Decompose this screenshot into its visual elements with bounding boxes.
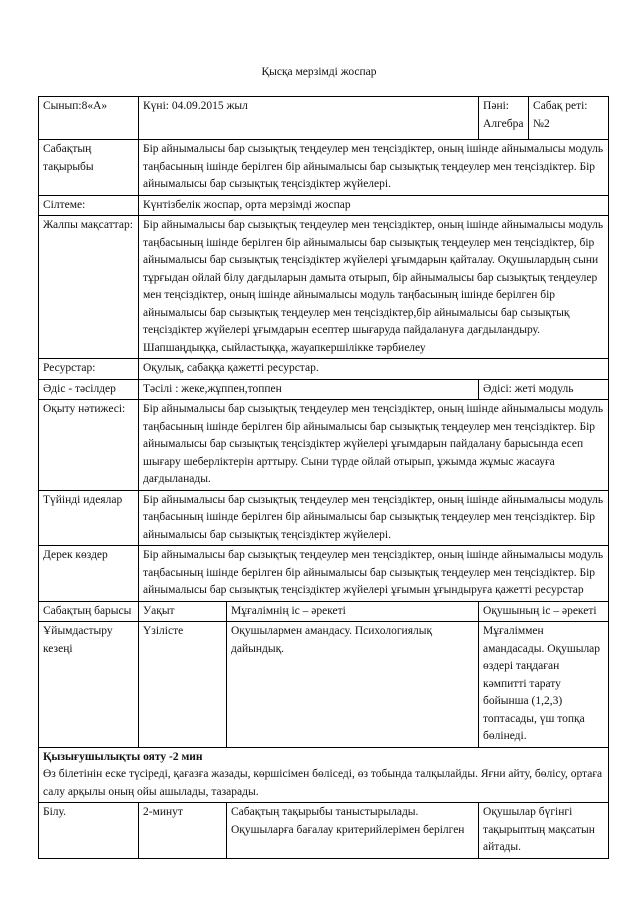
- stage-organization-label: Ұйымдастыру кезеңі: [39, 622, 139, 748]
- lesson-number-cell: Сабақ реті:№2: [529, 97, 609, 140]
- goals-label: Жалпы мақсаттар:: [39, 216, 139, 359]
- key-ideas-row: [39, 490, 609, 546]
- page-title: Қысқа мерзімді жоспар: [261, 66, 377, 78]
- sources-row: [39, 546, 609, 602]
- outcomes-text: Бір айнымалысы бар сызықтық теңдеулер мен теңсіздіктер, оның ішінде айнымалысы модуль таңбасының ішінде берілген бір айнымалысы бар сызықтық теңдеулер мен теңсіздіктер. Бір айнымалысы бар сызықтық теңсіздіктер жүйелері ұғымдарын пайдалану барысында есеп шығару шеберліктерін арттыру. Сыни түрде ойлай отырып, ұжымда жұмыс жасауға дағдыланады.: [139, 400, 609, 491]
- flow-teacher-header: Мұғалімнің іс – әрекеті: [227, 601, 479, 622]
- goals-row: [39, 216, 609, 359]
- interest-cell: [39, 747, 609, 803]
- reference-row: [39, 195, 609, 216]
- topic-label: Сабақтың тақырыбы: [39, 140, 139, 196]
- resources-label: Ресурстар:: [39, 359, 139, 380]
- sources-label: Дерек көздер: [39, 546, 139, 602]
- interest-heading: Қызығушылықты ояту -2 мин: [43, 750, 203, 763]
- subject-cell: Пәні: Алгебра: [479, 97, 529, 140]
- key-ideas-label: Түйінді идеялар: [39, 490, 139, 546]
- lesson-plan-table: [38, 96, 609, 859]
- stage-knowing-time: 2-минут: [139, 803, 227, 859]
- methods-row: [39, 379, 609, 400]
- sources-text: Бір айнымалысы бар сызықтық теңдеулер мен теңсіздіктер, оның ішінде айнымалысы модуль таңбасының ішінде берілген бір айнымалысы бар сызықтық теңдеулер мен теңсіздіктер. Бір айнымалысы бар сызықтық теңсіздіктер жүйелері ұғымын ұғындыруға қажетті ресурстар: [139, 546, 609, 602]
- stage-organization-row: [39, 622, 609, 748]
- goals-text: Бір айнымалысы бар сызықтық теңдеулер мен теңсіздіктер, оның ішінде айнымалысы модуль таңбасының ішінде берілген бір айнымалысы бар сызықтық теңдеулер мен теңсіздіктер, бір айнымалысы бар сызықтық теңсіздіктер жүйелері ұғымдарын қайталау. Оқушылардың сыни тұрғыдан ойлай білу дағдыларын дамыта отырып, бір айнымалысы бар сызықтық теңдеулер мен теңсіздіктер, оның ішінде айнымалысы модуль таңбасының ішінде берілген бір айнымалысы бар сызықтық теңдеулер мен теңсіздіктер,бір айнымалысы бар сызықтық теңсіздіктер жүйелері ұғымдарын есептер шығаруда пайдалануға дағдыландыру. Шапшаңдыққа, сыйластыққа, жауапкершілікке тәрбиелеу: [139, 216, 609, 359]
- header-row: [39, 97, 609, 140]
- stage-knowing-teacher: Сабақтың тақырыбы таныстырылады. Оқушыларға бағалау критерийлерімен берілген: [227, 803, 479, 859]
- topic-row: [39, 140, 609, 196]
- topic-text: Бір айнымалысы бар сызықтық теңдеулер мен теңсіздіктер, оның ішінде айнымалысы модуль таңбасының ішінде берілген бір айнымалысы бар сызықтық теңдеулер мен теңсіздіктер. Бір айнымалысы бар сызықтық теңсіздіктер жүйелері.: [139, 140, 609, 196]
- technique-text: Тәсілі : жеке,жұппен,топпен: [139, 379, 479, 400]
- interest-row: [39, 747, 609, 803]
- interest-text: Өз білетінін еске түсіреді, қағазға жазады, көршісімен бөліседі, өз тобында талқылайды. Яғни айту, бөлісу, ортаға салу арқылы оның ойы ашылады, тазарады.: [43, 768, 603, 798]
- flow-stage-header: Сабақтың барысы: [39, 601, 139, 622]
- reference-text: Күнтізбелік жоспар, орта мерзімді жоспар: [139, 195, 609, 216]
- method-text: Әдісі: жеті модуль: [479, 379, 609, 400]
- outcomes-row: [39, 400, 609, 491]
- stage-knowing-student: Оқушылар бүгінгі тақырыптың мақсатын айтады.: [479, 803, 609, 859]
- flow-student-header: Оқушының іс – әрекеті: [479, 601, 609, 622]
- stage-organization-student: Мұғаліммен амандасады. Оқушылар өздері таңдаған кәмпитті тарату бойынша (1,2,3) топтасады, үш топқа бөлінеді.: [479, 622, 609, 748]
- resources-row: [39, 359, 609, 380]
- class-cell: Сынып:8«А»: [39, 97, 139, 140]
- outcomes-label: Оқыту нәтижесі:: [39, 400, 139, 491]
- stage-knowing-row: [39, 803, 609, 859]
- flow-time-header: Уақыт: [139, 601, 227, 622]
- stage-organization-time: Үзілісте: [139, 622, 227, 748]
- key-ideas-text: Бір айнымалысы бар сызықтық теңдеулер мен теңсіздіктер, оның ішінде айнымалысы модуль таңбасының ішінде берілген бір айнымалысы бар сызықтық теңдеулер мен теңсіздіктер. Бір айнымалысы бар сызықтық теңсіздіктер жүйелері.: [139, 490, 609, 546]
- stage-organization-teacher: Оқушылармен амандасу. Психологиялық дайындық.: [227, 622, 479, 748]
- date-cell: Күні: 04.09.2015 жыл: [139, 97, 479, 140]
- methods-label: Әдіс - тәсілдер: [39, 379, 139, 400]
- resources-text: Оқулық, сабаққа қажетті ресурстар.: [139, 359, 609, 380]
- flow-header-row: [39, 601, 609, 622]
- reference-label: Сілтеме:: [39, 195, 139, 216]
- stage-knowing-label: Білу.: [39, 803, 139, 859]
